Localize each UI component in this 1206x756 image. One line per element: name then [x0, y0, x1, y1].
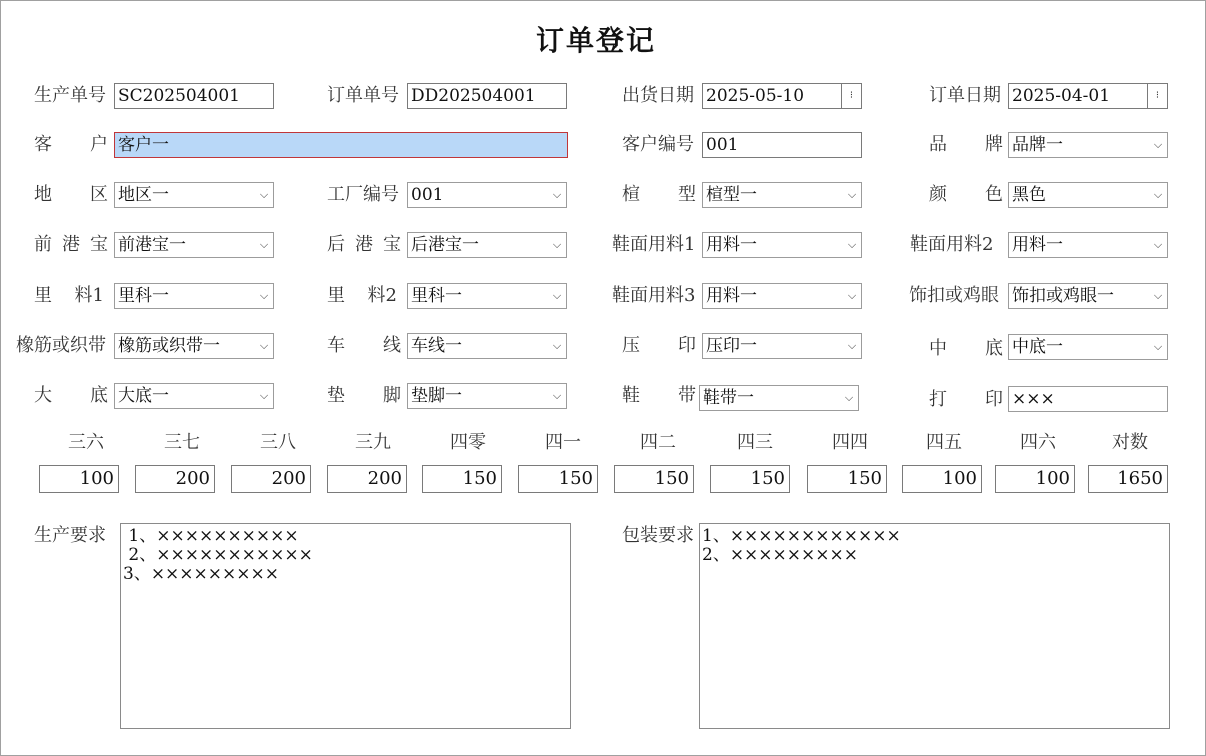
packing-req-line: 2、××××××××× [702, 545, 859, 565]
chevron-down-icon[interactable]: ⌵ [552, 339, 562, 352]
total-pairs-field[interactable]: 1650 [1088, 465, 1168, 493]
front-counter-label: 前 港 宝 [34, 234, 108, 255]
region-label: 地 区 [34, 184, 108, 205]
size-qty-field[interactable]: 150 [422, 465, 502, 493]
size-qty-field[interactable]: 100 [995, 465, 1075, 493]
size-qty-field[interactable]: 150 [807, 465, 887, 493]
elastic-label: 橡筋或织带 [16, 335, 106, 356]
chevron-down-icon[interactable]: ⌵ [847, 289, 857, 302]
chevron-down-icon[interactable]: ⌵ [259, 389, 269, 402]
chevron-down-icon[interactable]: ⌵ [1153, 188, 1163, 201]
size-qty-field[interactable]: 100 [39, 465, 119, 493]
total-pairs-header: 对数 [1112, 432, 1148, 453]
page-title: 订单登记 [535, 24, 656, 57]
chevron-down-icon[interactable]: ⌵ [844, 391, 854, 404]
spinner-icon[interactable]: ⁝ [1147, 84, 1167, 108]
chevron-down-icon[interactable]: ⌵ [552, 238, 562, 251]
packing-req-textarea[interactable] [699, 523, 1170, 729]
size-header: 四三 [737, 432, 773, 453]
size-qty-field[interactable]: 200 [327, 465, 407, 493]
production-req-line: 2、××××××××××× [123, 545, 313, 565]
size-qty-field[interactable]: 150 [614, 465, 694, 493]
ship-date-label: 出货日期 [622, 85, 694, 106]
ship-date-picker[interactable] [702, 83, 862, 109]
upper-material1-select[interactable]: 用料一 ⌵ [702, 232, 862, 258]
brand-label: 品 牌 [929, 134, 1003, 155]
chevron-down-icon[interactable]: ⌵ [847, 339, 857, 352]
customer-label: 客 户 [34, 134, 108, 155]
size-header: 四一 [545, 432, 581, 453]
chevron-down-icon[interactable]: ⌵ [259, 339, 269, 352]
factory-code-label: 工厂编号 [327, 184, 399, 205]
size-header: 三七 [164, 432, 200, 453]
shoelace-label: 鞋 带 [622, 385, 696, 406]
last-type-select[interactable]: 楦型一 ⌵ [702, 182, 862, 208]
production-req-line: 3、××××××××× [123, 564, 280, 584]
color-label: 颜 色 [929, 184, 1003, 205]
buckle-label: 饰扣或鸡眼 [909, 285, 999, 306]
size-header: 四四 [832, 432, 868, 453]
chevron-down-icon[interactable]: ⌵ [259, 289, 269, 302]
brand-select[interactable]: 品牌一 ⌵ [1008, 132, 1168, 158]
factory-code-select[interactable]: 001 ⌵ [407, 182, 567, 208]
color-select[interactable]: 黑色 ⌵ [1008, 182, 1168, 208]
upper-material1-label: 鞋面用料1 [612, 234, 696, 255]
order-date-picker[interactable] [1008, 83, 1168, 109]
size-header: 四零 [450, 432, 486, 453]
customer-code-label: 客户编号 [622, 134, 694, 155]
customer-field[interactable]: 客户一 [114, 132, 568, 158]
size-qty-field[interactable]: 200 [135, 465, 215, 493]
chevron-down-icon[interactable]: ⌵ [847, 238, 857, 251]
chevron-down-icon[interactable]: ⌵ [1153, 340, 1163, 353]
emboss-select[interactable]: 压印一 ⌵ [702, 333, 862, 359]
upper-material2-label: 鞋面用料2 [910, 234, 994, 255]
chevron-down-icon[interactable]: ⌵ [1153, 238, 1163, 251]
chevron-down-icon[interactable]: ⌵ [259, 188, 269, 201]
order-no-field[interactable]: DD202504001 [407, 83, 567, 109]
emboss-label: 压 印 [622, 335, 696, 356]
production-req-textarea[interactable] [120, 523, 571, 729]
thread-select[interactable]: 车线一 ⌵ [407, 333, 567, 359]
size-qty-field[interactable]: 200 [231, 465, 311, 493]
size-header: 三六 [68, 432, 104, 453]
upper-material2-select[interactable]: 用料一 ⌵ [1008, 232, 1168, 258]
customer-code-field[interactable]: 001 [702, 132, 862, 158]
size-header: 三九 [355, 432, 391, 453]
size-qty-field[interactable]: 150 [518, 465, 598, 493]
midsole-label: 中 底 [929, 338, 1003, 359]
size-qty-field[interactable]: 100 [902, 465, 982, 493]
chevron-down-icon[interactable]: ⌵ [1153, 289, 1163, 302]
insole-label: 垫 脚 [327, 385, 401, 406]
order-no-label: 订单单号 [327, 85, 399, 106]
spinner-icon[interactable]: ⁝ [841, 84, 861, 108]
shoelace-select[interactable]: 鞋带一 ⌵ [699, 385, 859, 411]
lining2-label: 里 料2 [327, 285, 397, 306]
production-req-line: 1、×××××××××× [123, 526, 299, 546]
chevron-down-icon[interactable]: ⌵ [552, 188, 562, 201]
back-counter-select[interactable]: 后港宝一 ⌵ [407, 232, 567, 258]
print-field[interactable]: ××× [1008, 386, 1168, 412]
upper-material3-select[interactable]: 用料一 ⌵ [702, 283, 862, 309]
chevron-down-icon[interactable]: ⌵ [1153, 138, 1163, 151]
size-header: 三八 [260, 432, 296, 453]
ship-date-value: 2025-05-10 [706, 86, 805, 106]
lining2-select[interactable]: 里科一 ⌵ [407, 283, 567, 309]
outsole-select[interactable]: 大底一 ⌵ [114, 383, 274, 409]
region-select[interactable]: 地区一 ⌵ [114, 182, 274, 208]
chevron-down-icon[interactable]: ⌵ [552, 289, 562, 302]
thread-label: 车 线 [327, 335, 401, 356]
upper-material3-label: 鞋面用料3 [612, 285, 696, 306]
midsole-select[interactable]: 中底一 ⌵ [1008, 334, 1168, 360]
back-counter-label: 后 港 宝 [327, 234, 401, 255]
lining1-select[interactable]: 里科一 ⌵ [114, 283, 274, 309]
packing-req-line: 1、×××××××××××× [702, 526, 901, 546]
production-req-label: 生产要求 [34, 525, 106, 546]
print-label: 打 印 [929, 389, 1003, 410]
order-date-value: 2025-04-01 [1012, 86, 1111, 106]
size-header: 四六 [1020, 432, 1056, 453]
elastic-select[interactable]: 橡筋或织带一 ⌵ [114, 333, 274, 359]
chevron-down-icon[interactable]: ⌵ [259, 238, 269, 251]
chevron-down-icon[interactable]: ⌵ [552, 389, 562, 402]
size-header: 四五 [926, 432, 962, 453]
packing-req-label: 包装要求 [622, 525, 694, 546]
production-no-label: 生产单号 [34, 85, 106, 106]
insole-select[interactable]: 垫脚一 ⌵ [407, 383, 567, 409]
size-qty-field[interactable]: 150 [710, 465, 790, 493]
last-type-label: 楦 型 [622, 184, 696, 205]
front-counter-select[interactable]: 前港宝一 ⌵ [114, 232, 274, 258]
outsole-label: 大 底 [34, 385, 108, 406]
lining1-label: 里 料1 [34, 285, 104, 306]
chevron-down-icon[interactable]: ⌵ [847, 188, 857, 201]
size-header: 四二 [640, 432, 676, 453]
production-no-field[interactable]: SC202504001 [114, 83, 274, 109]
order-date-label: 订单日期 [929, 85, 1001, 106]
buckle-select[interactable]: 饰扣或鸡眼一 ⌵ [1008, 283, 1168, 309]
